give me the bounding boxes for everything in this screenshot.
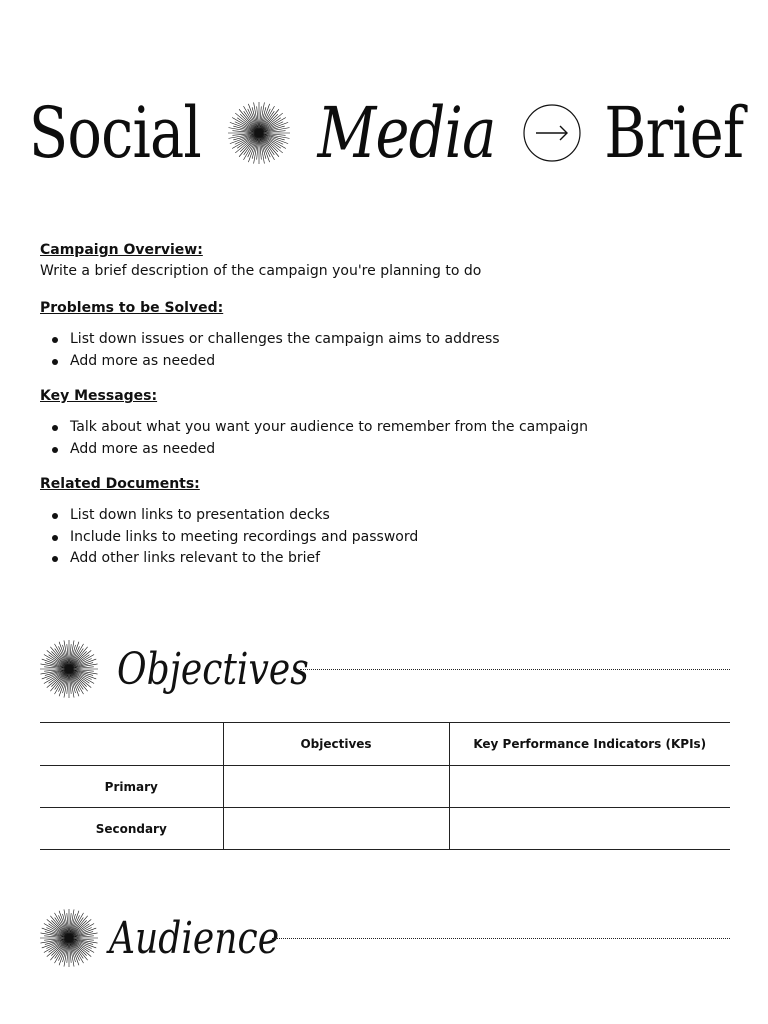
list-item: List down issues or challenges the campaign aims to address [40, 329, 730, 351]
bullet-icon [52, 425, 58, 431]
starburst-icon [226, 100, 292, 166]
brief-content [40, 240, 730, 584]
circled-arrow-right-icon [521, 102, 583, 164]
list-item: Include links to meeting recordings and password [40, 527, 730, 549]
list-item: Add other links relevant to the brief [40, 548, 730, 570]
table-cell[interactable] [223, 808, 449, 850]
bullet-icon [52, 556, 58, 562]
table-cell[interactable] [449, 808, 730, 850]
table-cell[interactable] [223, 766, 449, 808]
table-cell[interactable] [449, 766, 730, 808]
table-header-row [40, 723, 730, 766]
problems-heading: Problems to be Solved: [40, 300, 224, 316]
table-row [40, 808, 730, 850]
table-header-cell: Key Performance Indicators (KPIs) [449, 723, 730, 766]
audience-section-header [38, 907, 730, 971]
document-title [0, 88, 768, 178]
related-documents-list [40, 505, 730, 570]
campaign-overview-heading: Campaign Overview: [40, 242, 203, 258]
title-word-brief: Brief [603, 92, 743, 174]
objectives-title: Objectives [117, 644, 309, 695]
starburst-icon [38, 907, 100, 969]
table-row-label: Primary [40, 766, 223, 808]
campaign-overview-text: Write a brief description of the campaign you're planning to do [40, 263, 482, 279]
bullet-icon [52, 359, 58, 365]
section-divider [300, 669, 730, 670]
key-messages-heading: Key Messages: [40, 388, 158, 404]
objectives-section-header [38, 638, 730, 702]
title-word-social: Social [28, 92, 201, 174]
objectives-table [40, 722, 730, 850]
list-item: List down links to presentation decks [40, 505, 730, 527]
key-messages-list [40, 417, 730, 460]
table-row-label: Secondary [40, 808, 223, 850]
bullet-icon [52, 513, 58, 519]
section-divider [272, 938, 730, 939]
problems-list [40, 329, 730, 372]
related-documents-heading: Related Documents: [40, 476, 200, 492]
list-item: Add more as needed [40, 351, 730, 373]
table-row [40, 766, 730, 808]
table-header-cell [40, 723, 223, 766]
table-header-cell: Objectives [223, 723, 449, 766]
list-item: Add more as needed [40, 439, 730, 461]
starburst-icon [38, 638, 100, 700]
bullet-icon [52, 337, 58, 343]
title-word-media: Media [317, 92, 496, 174]
bullet-icon [52, 447, 58, 453]
audience-title: Audience [109, 913, 280, 964]
list-item: Talk about what you want your audience to remember from the campaign [40, 417, 730, 439]
bullet-icon [52, 535, 58, 541]
